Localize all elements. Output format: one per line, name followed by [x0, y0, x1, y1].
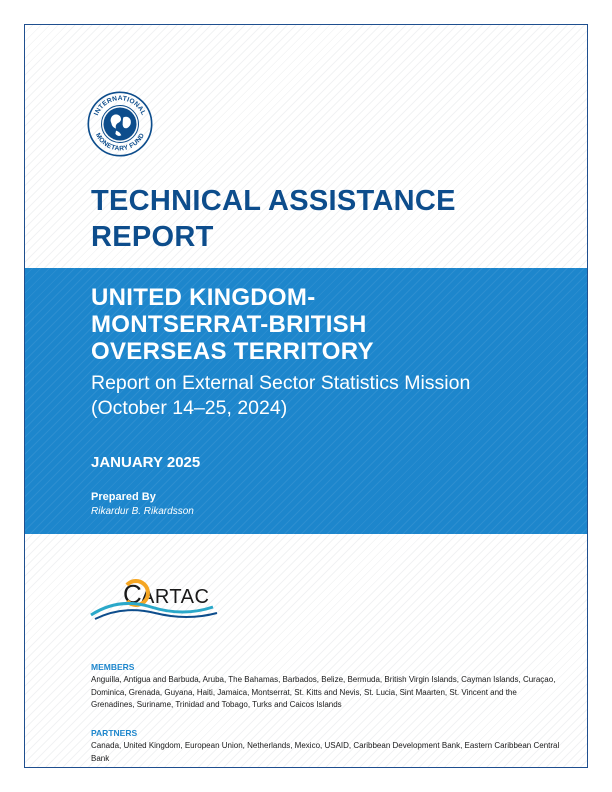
partners-list: Canada, United Kingdom, European Union, Netherlands, Mexico, USAID, Caribbean Development Bank, Eastern Caribbean Central Bank [91, 741, 560, 763]
partners-heading: PARTNERS [91, 728, 138, 738]
title-band [25, 268, 587, 534]
prepared-by-label: Prepared By [91, 491, 156, 503]
report-cover [24, 24, 588, 768]
members-heading: MEMBERS [91, 662, 135, 672]
author-name: Rikardur B. Rikardsson [91, 506, 194, 517]
report-title-line-2: REPORT [91, 221, 214, 253]
country-line-1: UNITED KINGDOM- [91, 284, 316, 311]
cartac-logo-icon [89, 573, 221, 621]
cartac-logo-c: C [123, 579, 142, 609]
imf-seal-icon [87, 91, 153, 157]
country-title [91, 284, 374, 365]
country-line-2: MONTSERRAT-BRITISH [91, 311, 367, 338]
cartac-logo-text: ARTAC [141, 586, 210, 608]
subtitle-line-2: (October 14–25, 2024) [91, 397, 288, 419]
report-title [91, 183, 456, 255]
country-line-3: OVERSEAS TERRITORY [91, 338, 374, 365]
report-subtitle [91, 371, 470, 421]
seal-ring-top-text: INTERNATIONAL [93, 95, 147, 117]
subtitle-line-1: Report on External Sector Statistics Mission [91, 372, 471, 394]
report-title-line-1: TECHNICAL ASSISTANCE [91, 185, 456, 217]
seal-ring-bottom-text: MONETARY FUND [93, 132, 147, 153]
publication-date: JANUARY 2025 [91, 454, 201, 471]
members-list: Anguilla, Antigua and Barbuda, Aruba, The Bahamas, Barbados, Belize, Bermuda, British Virgin Islands, Cayman Islands, Curaçao, Dominica, Grenada, Guyana, Haiti, Jamaica, Montserrat, St. Kitts and Nevis, St. Lucia, Sint Maarten, St. Vincent and the Grenadines, Suriname, Trinidad and Tobago, Turks and Caicos Islands [91, 675, 556, 709]
